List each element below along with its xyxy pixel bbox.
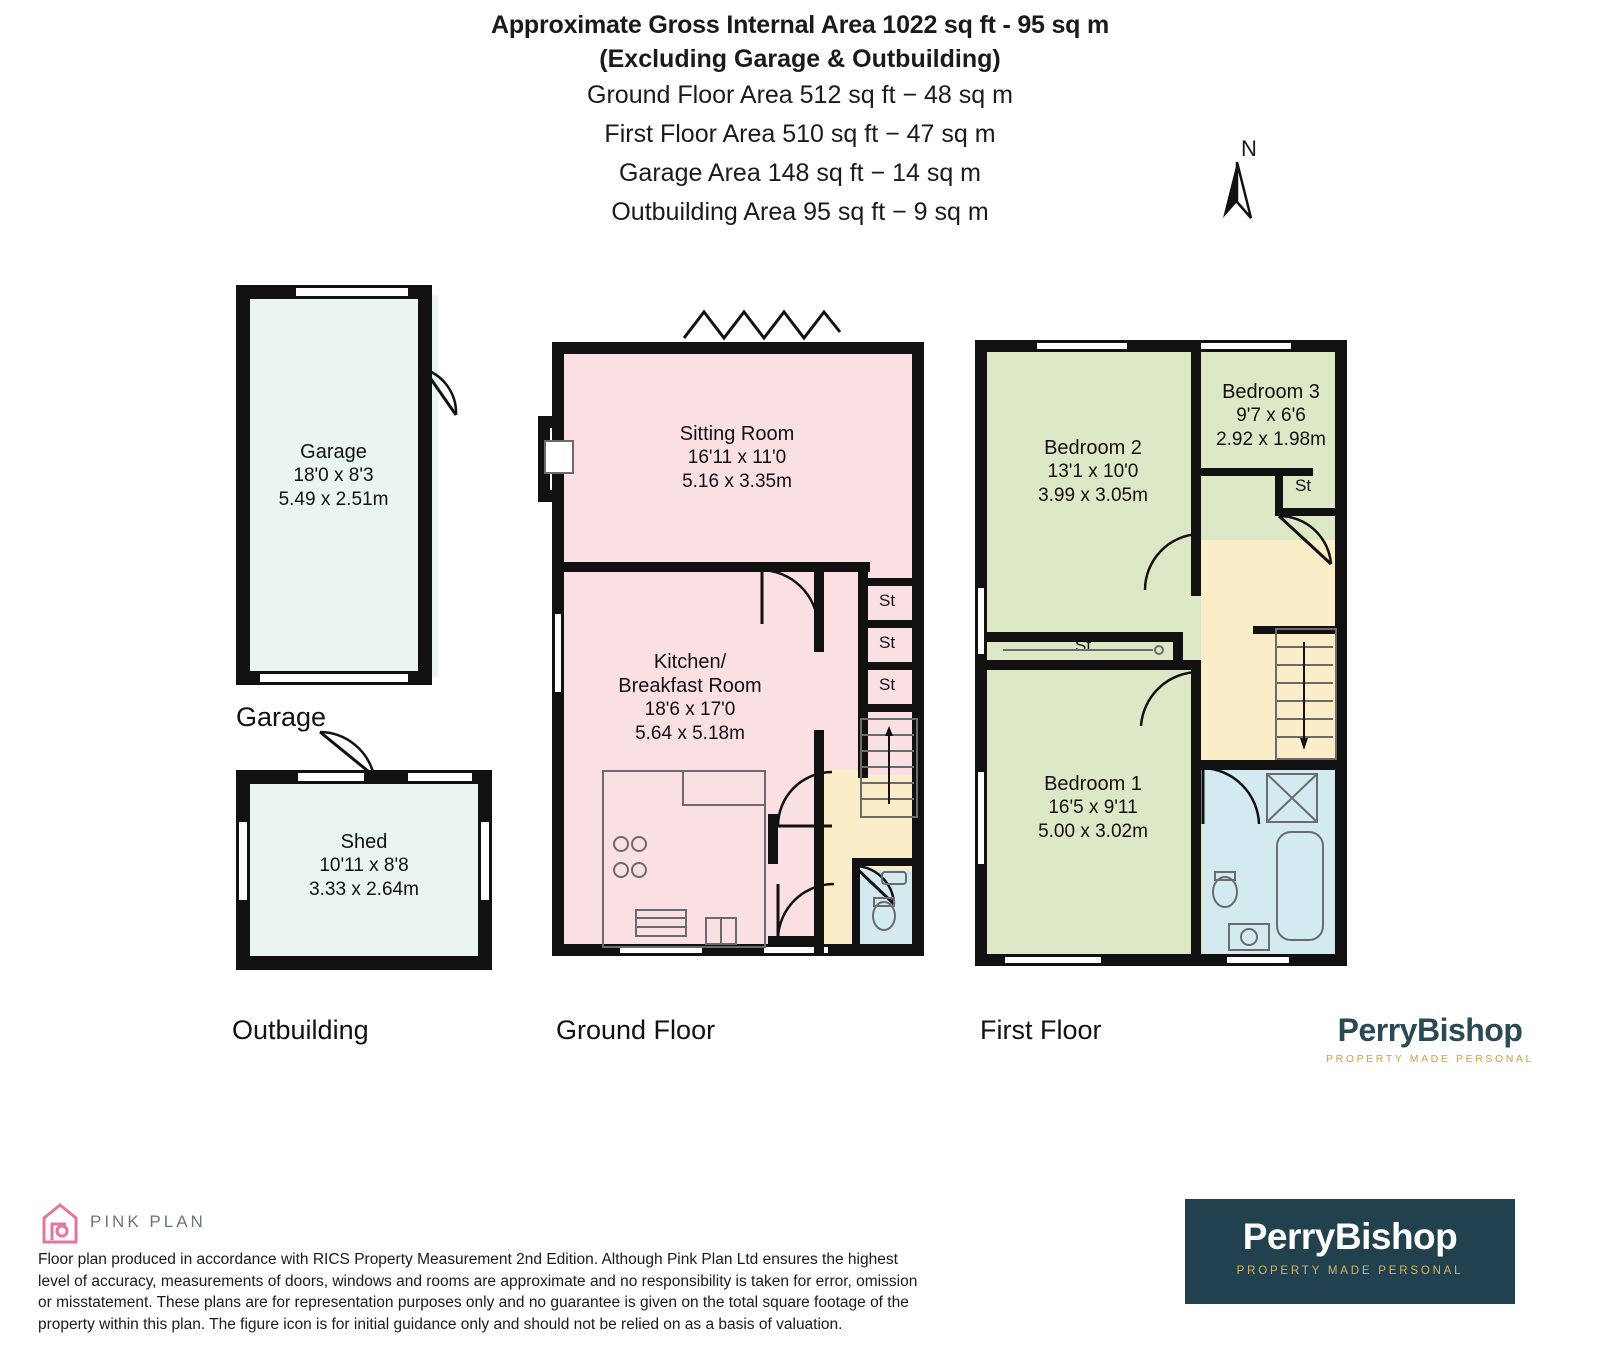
header-line-2: (Excluding Garage & Outbuilding) [599,45,1001,73]
header-line-1: Approximate Gross Internal Area 1022 sq ft - 95 sq m [490,11,1110,39]
storage-first-bedroom3: St [1295,476,1312,495]
hob-icon [608,830,652,902]
header-outbuilding-area: Outbuilding Area 95 sq ft − 9 sq m [611,198,989,226]
outbuilding-title: Outbuilding [232,1015,369,1045]
storage-ground-3: St [879,675,896,694]
hall-door-icon [774,880,836,942]
garage-title: Garage [236,702,327,732]
first-floor-plan [975,340,1347,966]
bedroom3-label: Bedroom 3 9'7 x 6'6 2.92 x 1.98m [1216,381,1326,450]
ground-staircase [860,718,914,814]
ground-floor-plan [552,330,924,966]
perrybishop-logo-box [1185,1199,1515,1304]
perrybishop-name: PerryBishop [1242,1216,1458,1257]
perrybishop-tagline: PROPERTY MADE PERSONAL [1236,1265,1464,1277]
cupboard-door-icon [1275,512,1339,568]
landing-rail-icon [1003,640,1173,656]
sitting-room-door-icon [758,566,822,628]
bathroom-door-icon [1201,766,1265,828]
shed-plan [236,770,492,970]
first-floor-title: First Floor [980,1015,1102,1045]
kitchen-label: Kitchen/ Breakfast Room 18'6 x 17'0 5.64 x 5.18m [618,651,762,744]
garage-label: Garage 18'0 x 8'3 5.49 x 2.51m [278,441,389,510]
garage-door-icon [422,367,470,419]
bedroom2-label: Bedroom 2 13'1 x 10'0 3.99 x 3.05m [1038,437,1148,506]
kitchen-door-icon [774,770,834,830]
bedroom1-door-icon [1135,670,1203,732]
compass-needle-icon [1195,140,1285,230]
pinkplan-house-icon [38,1200,82,1246]
shed-door-icon [314,728,378,780]
storage-ground-1: St [879,591,896,610]
compass-north-label: N [1241,136,1257,161]
header-garage-area: Garage Area 148 sq ft − 14 sq m [618,159,982,187]
perrybishop-logo-top [1310,1012,1550,1065]
garage-plan [236,285,446,685]
pinkplan-logo [38,1200,298,1248]
sink-icon [634,908,688,940]
sitting-room-label: Sitting Room 16'11 x 11'0 5.16 x 3.35m [679,423,795,492]
ground-floor-title: Ground Floor [556,1015,716,1045]
first-staircase [1275,628,1333,758]
header-first-area: First Floor Area 510 sq ft − 47 sq m [604,120,996,148]
compass-rose [1195,136,1285,230]
header-ground-area: Ground Floor Area 512 sq ft − 48 sq m [587,81,1013,109]
roof-zigzag-icon [682,308,842,342]
wc-basin-icon [1203,870,1275,956]
disclaimer-text: Floor plan produced in accordance with RICS Property Measurement 2nd Edition. Although Pink Plan Ltd ensures the highest level of accuracy, measurements of doors, windows and rooms are approximate and no responsibility is taken for error, omission or misstatement. These plans are for representation purposes only and no guarantee is given on the total square footage of the property within this plan. The figure icon is for initial guidance only and should not be relied on as a basis of valuation. [38,1251,918,1333]
appliance-icon [704,916,738,946]
wc-fittings-icon [860,868,914,956]
pinkplan-label: PINK PLAN [90,1212,206,1231]
shed-label: Shed 10'11 x 8'8 3.33 x 2.64m [309,831,419,900]
perrybishop-name-top: PerryBishop [1337,1012,1523,1048]
bedroom2-door-icon [1141,528,1203,596]
storage-first-landing: St [1075,636,1092,655]
perrybishop-tagline-top: PROPERTY MADE PERSONAL [1326,1053,1534,1065]
storage-ground-2: St [879,633,896,652]
bedroom1-label: Bedroom 1 16'5 x 9'11 5.00 x 3.02m [1038,773,1148,842]
header-block [0,8,1600,232]
